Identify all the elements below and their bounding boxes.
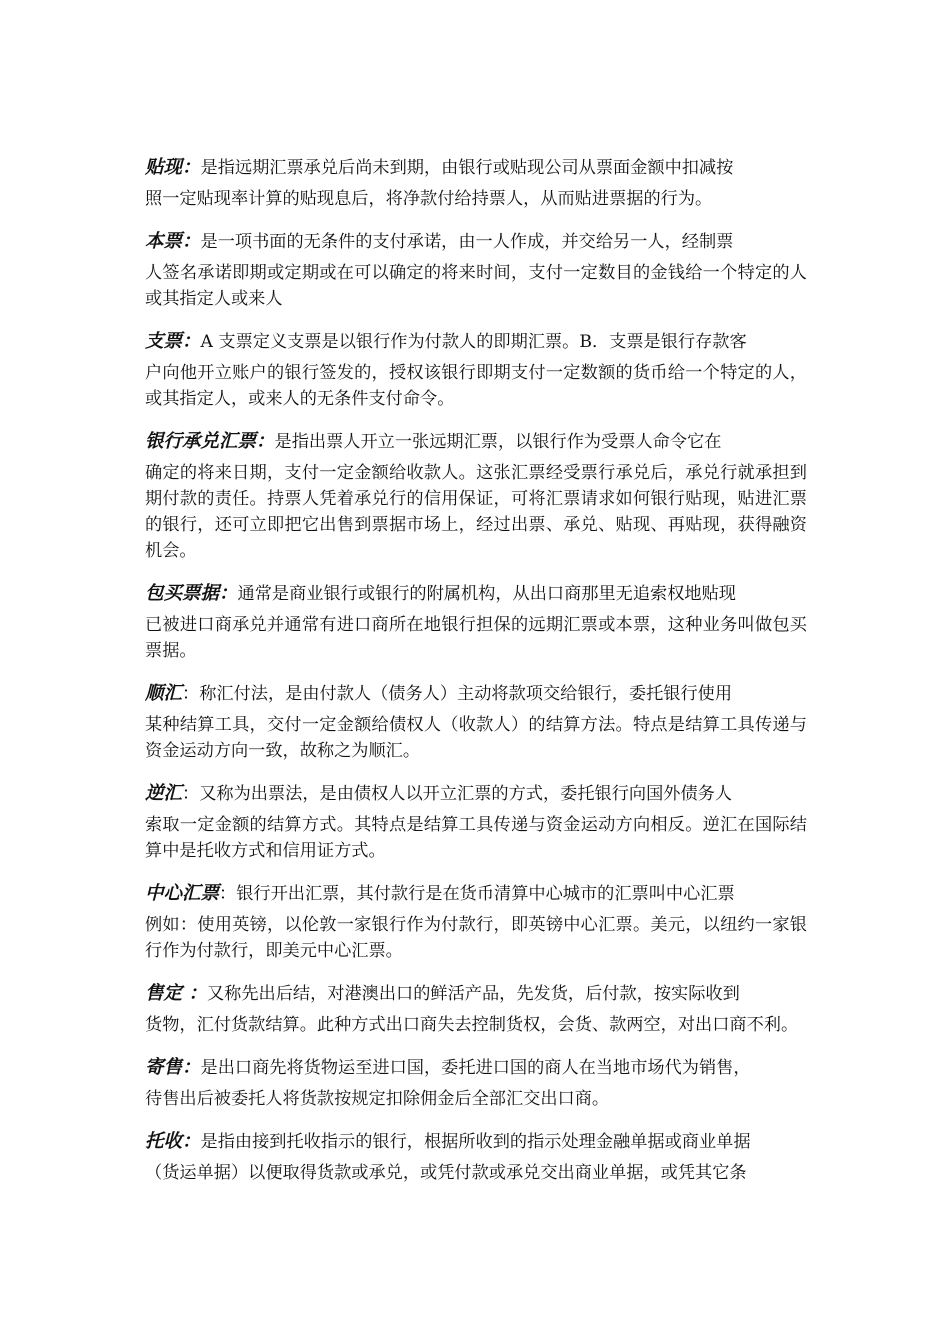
definition-first-line: 是指由接到托收指示的银行，根据所收到的指示处理金融单据或商业单据 [200, 1132, 751, 1152]
definition-continuation: 例如：使用英镑，以伦敦一家银行作为付款行，即英镑中心汇票。美元，以纽约一家银行作为付款行，即美元中心汇票。 [145, 915, 807, 961]
term-center-draft: 中心汇票 [145, 883, 220, 904]
definition-continuation: 户向他开立账户的银行签发的，授权该银行即期支付一定数额的货币给一个特定的人，或其指定人，或来人的无条件支付命令。 [145, 363, 807, 409]
definition-continuation: 待售出后被委托人将货款按规定扣除佣金后全部汇交出口商。 [145, 1089, 610, 1109]
definition-continuation: 货物，汇付货款结算。此种方式出口商失去控制货权，会货、款两空，对出口商不利。 [145, 1015, 799, 1035]
definition-first-line: 是指出票人开立一张远期汇票，以银行作为受票人命令它在 [274, 432, 722, 452]
definition-first-line: ：又称为出票法，是由债权人以开立汇票的方式，委托银行向国外债务人 [182, 784, 733, 804]
definition-continuation: （货运单据）以便取得货款或承兑，或凭付款或承兑交出商业单据，或凭其它条 [145, 1163, 747, 1183]
entry-shunhui [145, 676, 807, 764]
definition-first-line: 是指远期汇票承兑后尚未到期，由银行或贴现公司从票面金额中扣减按 [200, 158, 734, 178]
definition-first-line: A 支票定义支票是以银行作为付款人的即期汇票。B．支票是银行存款客 [200, 332, 747, 352]
definition-continuation: 索取一定金额的结算方式。其特点是结算工具传递与资金运动方向相反。逆汇在国际结算中是托收方式和信用证方式。 [145, 815, 807, 861]
entry-center-draft [145, 876, 807, 964]
term-forfaiting: 包买票据： [145, 583, 238, 604]
entry-benpiao [145, 224, 807, 312]
term-shouding: 售定 ： [145, 983, 207, 1004]
entry-forfaiting [145, 576, 807, 664]
entry-tiexian [145, 150, 807, 212]
entry-jishou [145, 1050, 807, 1112]
definition-first-line: 是出口商先将货物运至进口国，委托进口国的商人在当地市场代为销售， [200, 1058, 751, 1078]
entry-shouding [145, 976, 807, 1038]
entry-zhipiao [145, 324, 807, 412]
definition-continuation: 人签名承诺即期或定期或在可以确定的将来时间，支付一定数目的金钱给一个特定的人或其指定人或来人 [145, 263, 807, 309]
definition-first-line: 是一项书面的无条件的支付承诺，由一人作成，并交给另一人，经制票 [200, 232, 734, 252]
term-benpiao: 本票： [145, 231, 201, 252]
entry-tuoshou [145, 1124, 807, 1186]
definition-first-line: 通常是商业银行或银行的附属机构，从出口商那里无追索权地贴现 [237, 584, 736, 604]
definition-first-line: ：称汇付法，是由付款人（债务人）主动将款项交给银行，委托银行使用 [182, 684, 733, 704]
entry-bank-acceptance [145, 424, 807, 564]
definition-continuation: 照一定贴现率计算的贴现息后，将净款付给持票人，从而贴进票据的行为。 [145, 189, 713, 209]
term-shunhui: 顺汇 [145, 683, 183, 704]
definition-continuation: 确定的将来日期，支付一定金额给收款人。这张汇票经受票行承兑后，承兑行就承担到期付款的责任。持票人凭着承兑行的信用保证，可将汇票请求如何银行贴现，贴进汇票的银行，还可立即把它出售到票据市场上，经过出票、承兑、贴现、再贴现，获得融资机会。 [145, 463, 807, 561]
glossary-body [145, 150, 807, 1198]
definition-first-line: ：银行开出汇票，其付款行是在货币清算中心城市的汇票叫中心汇票 [219, 884, 735, 904]
term-nihui: 逆汇 [145, 783, 183, 804]
definition-first-line: 又称先出后结，对港澳出口的鲜活产品，先发货，后付款，按实际收到 [206, 984, 740, 1004]
term-jishou: 寄售： [145, 1057, 201, 1078]
term-zhipiao: 支票： [145, 331, 201, 352]
term-tuoshou: 托收： [145, 1131, 201, 1152]
term-tiexian: 贴现： [145, 157, 201, 178]
definition-continuation: 某种结算工具，交付一定金额给债权人（收款人）的结算方法。特点是结算工具传递与资金运动方向一致，故称之为顺汇。 [145, 715, 807, 761]
definition-continuation: 已被进口商承兑并通常有进口商所在地银行担保的远期汇票或本票，这种业务叫做包买票据。 [145, 615, 807, 661]
term-bank-acceptance: 银行承兑汇票： [145, 431, 275, 452]
entry-nihui [145, 776, 807, 864]
